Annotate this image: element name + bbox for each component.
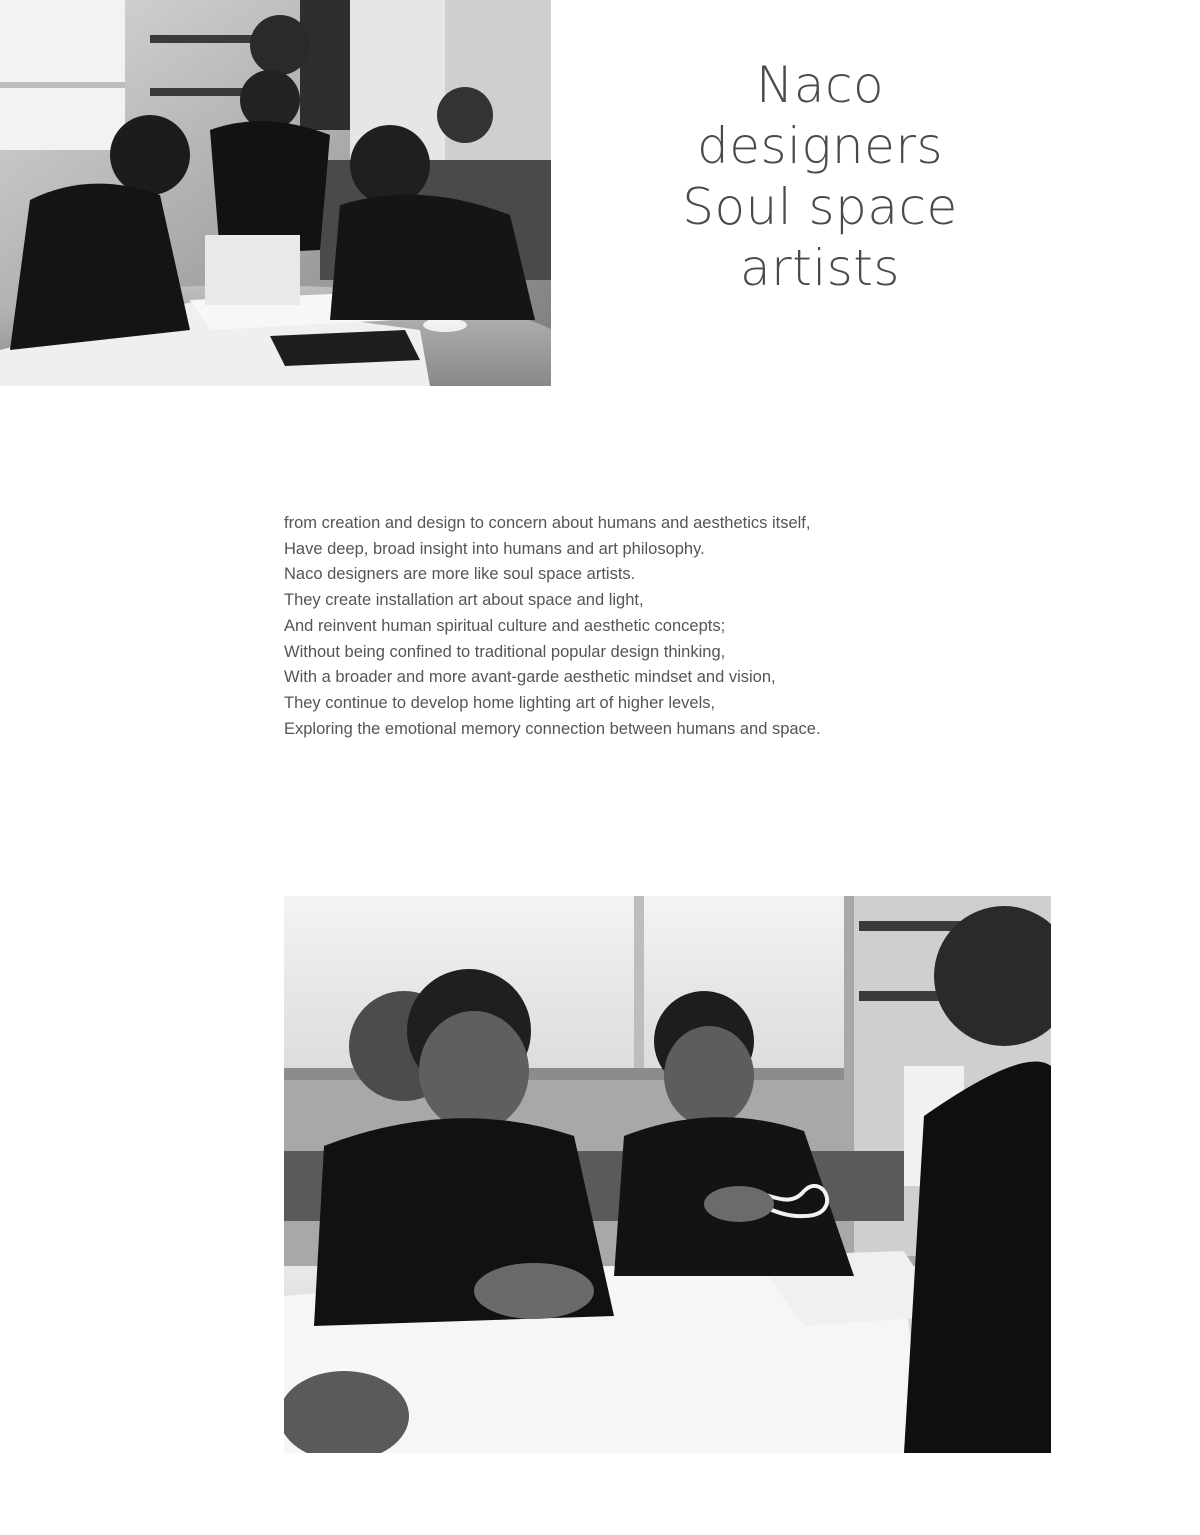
body-line: They create installation art about space and light, [284,591,644,610]
body-line: Have deep, broad insight into humans and art philosophy. [284,539,705,558]
body-paragraph [284,511,924,742]
body-line: Naco designers are more like soul space artists. [284,565,636,584]
heading-line-1: Naco [755,56,885,114]
body-line: Exploring the emotional memory connection between humans and space. [284,719,821,738]
heading-line-2: designers [696,117,943,175]
body-line: And reinvent human spiritual culture and aesthetic concepts; [284,616,726,635]
body-line: Without being confined to traditional popular design thinking, [284,642,726,661]
page-heading [640,55,1000,299]
body-line: from creation and design to concern about humans and aesthetics itself, [284,514,811,532]
body-line: With a broader and more avant-garde aesthetic mindset and vision, [284,668,776,687]
team-photo-bottom [284,896,1051,1453]
body-line: They continue to develop home lighting art of higher levels, [284,693,716,712]
team-photo-top-image [0,0,551,386]
heading-line-4: artists [740,239,900,297]
team-photo-top [0,0,551,386]
heading-line-3: Soul space [682,178,958,236]
team-photo-bottom-image [284,896,1051,1453]
